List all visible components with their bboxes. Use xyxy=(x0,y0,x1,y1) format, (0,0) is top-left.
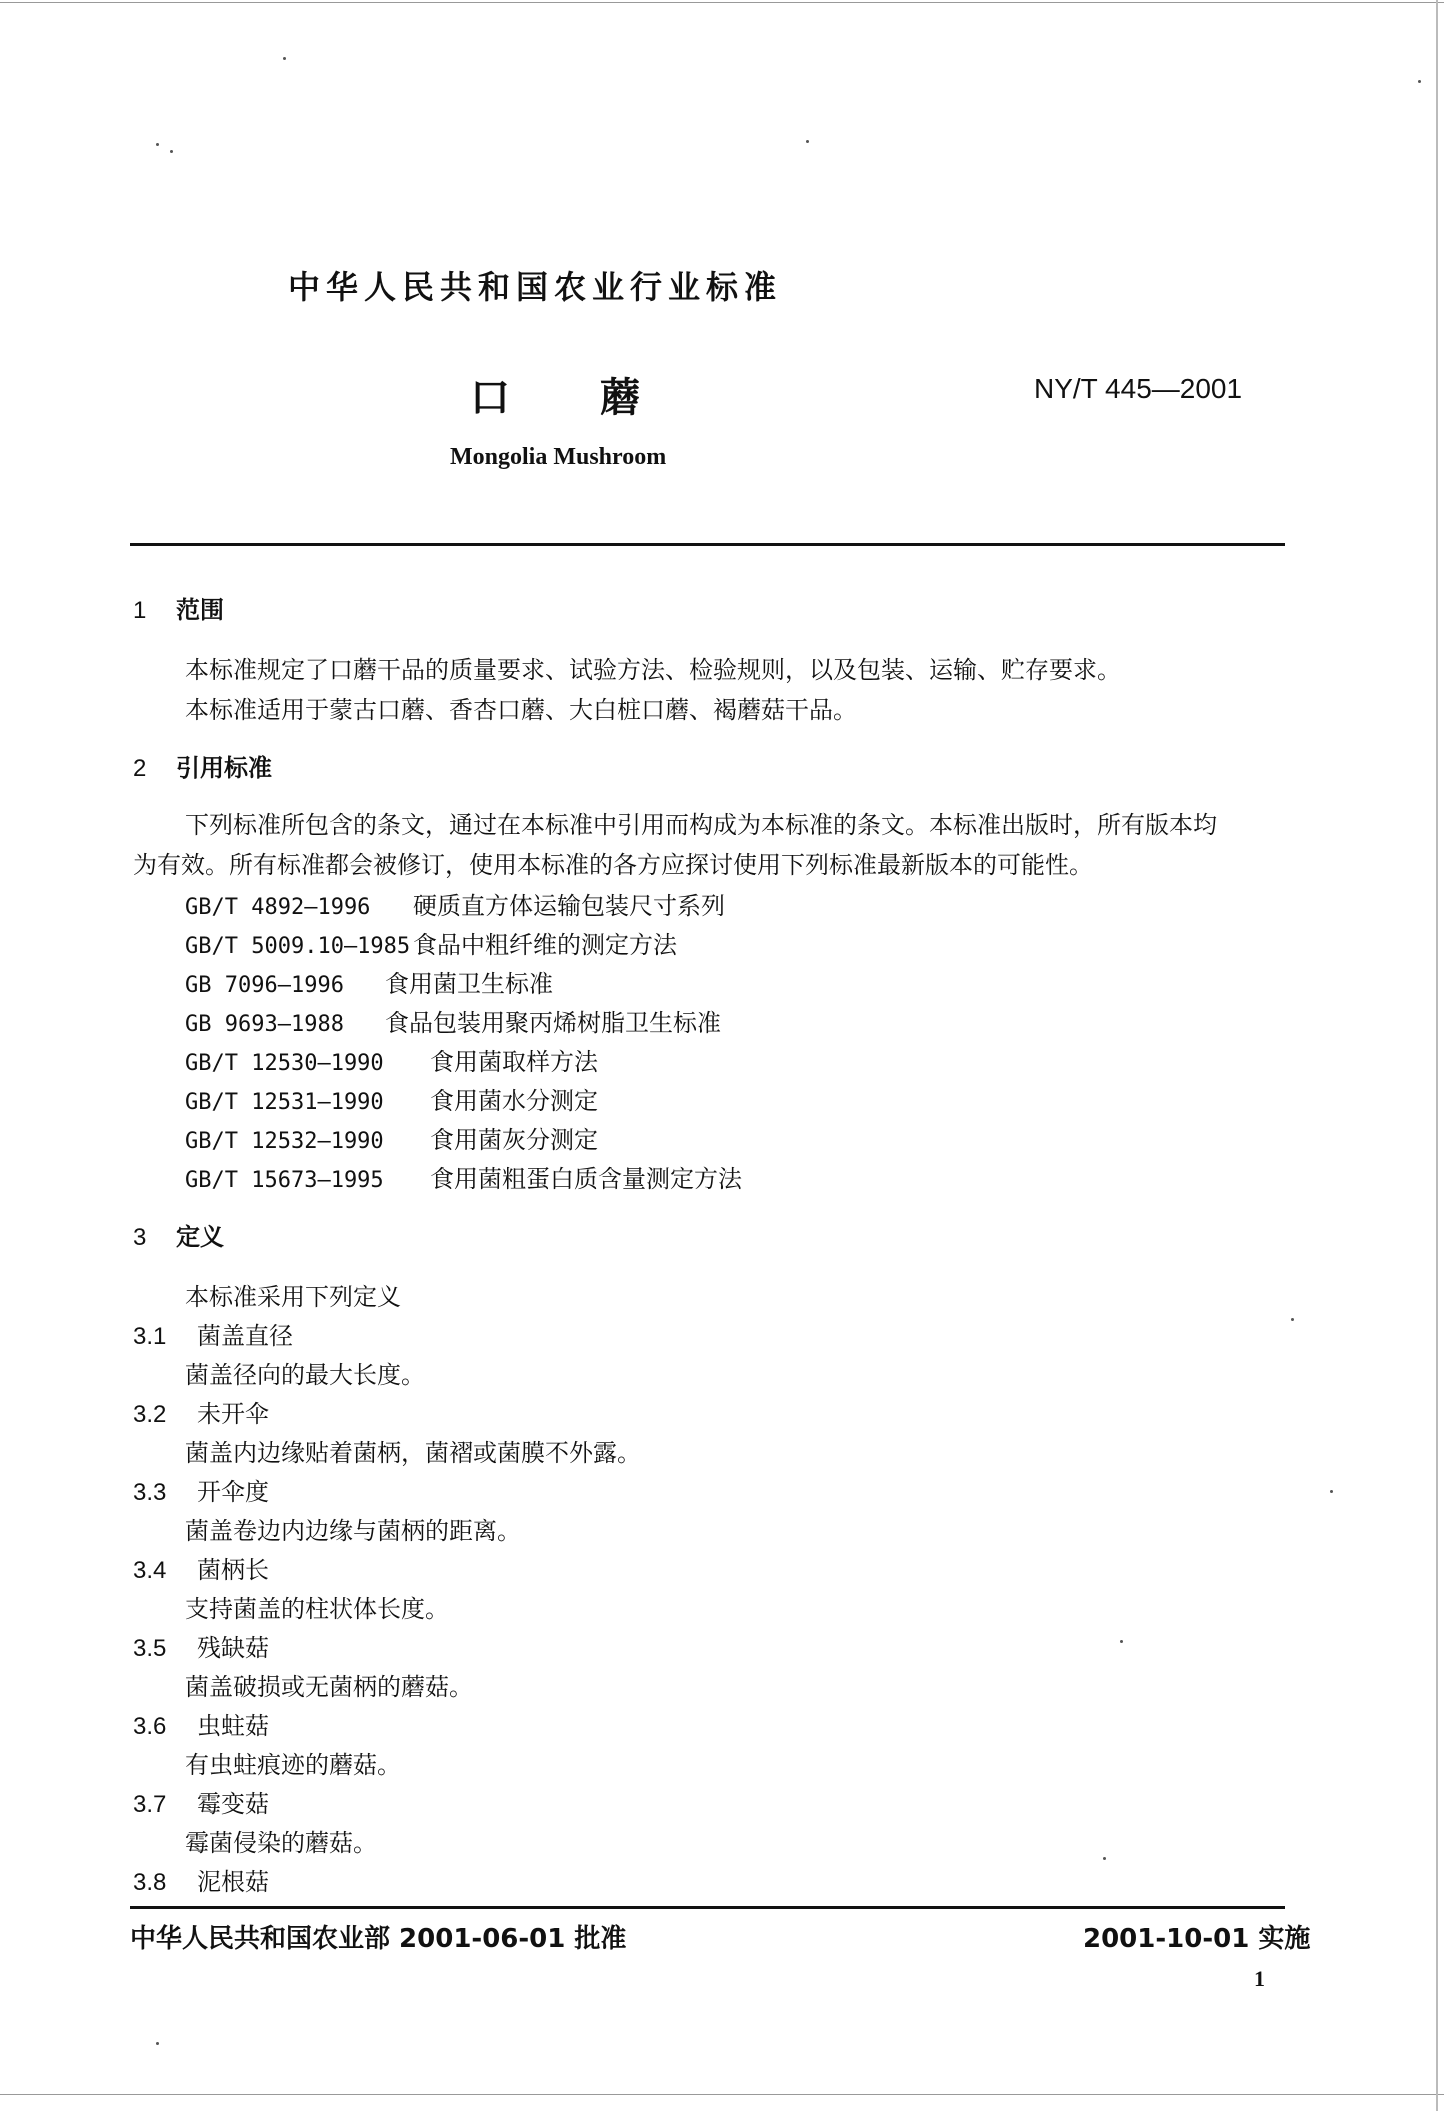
reference-item xyxy=(185,964,553,999)
definition-term-label: 开伞度 xyxy=(197,1478,269,1506)
section-heading-definitions xyxy=(133,1217,224,1252)
definition-text: 菌盖径向的最大长度。 xyxy=(185,1361,425,1389)
definitions-intro: 本标准采用下列定义 xyxy=(185,1283,401,1311)
reference-name: 食用菌卫生标准 xyxy=(385,970,553,998)
section-title: 引用标准 xyxy=(176,754,272,782)
scan-edge-line-right xyxy=(1436,0,1438,2111)
scope-paragraph-1: 本标准规定了口蘑干品的质量要求、试验方法、检验规则，以及包装、运输、贮存要求。 xyxy=(185,656,1121,684)
definition-text: 霉菌侵染的蘑菇。 xyxy=(185,1829,377,1857)
document-title: 口蘑 xyxy=(470,375,730,421)
section-heading-references xyxy=(133,748,272,783)
definition-number: 3.4 xyxy=(133,1557,167,1584)
definition-text: 有虫蛀痕迹的蘑菇。 xyxy=(185,1751,401,1779)
section-number: 1 xyxy=(133,597,147,624)
definition-term-label: 残缺菇 xyxy=(197,1634,269,1662)
reference-name: 食用菌取样方法 xyxy=(430,1048,598,1076)
section-title: 定义 xyxy=(176,1223,224,1251)
reference-name: 食品包装用聚丙烯树脂卫生标准 xyxy=(385,1009,721,1037)
reference-item xyxy=(185,925,677,960)
reference-item xyxy=(185,1081,598,1116)
reference-name: 食用菌水分测定 xyxy=(430,1087,598,1115)
effective-date-line: 2001-10-01 实施 xyxy=(1083,1924,1311,1954)
reference-item xyxy=(185,1042,598,1077)
reference-item xyxy=(185,1159,742,1194)
definition-number: 3.3 xyxy=(133,1479,167,1506)
definition-term-label: 菌柄长 xyxy=(197,1556,269,1584)
definition-term-label: 虫蛀菇 xyxy=(197,1712,269,1740)
definition-term xyxy=(133,1472,269,1507)
definition-text: 菌盖破损或无菌柄的蘑菇。 xyxy=(185,1673,473,1701)
reference-item xyxy=(185,1003,721,1038)
scope-paragraph-2: 本标准适用于蒙古口蘑、香杏口蘑、大白桩口蘑、褐蘑菇干品。 xyxy=(185,696,857,724)
reference-item xyxy=(185,886,725,921)
definition-term xyxy=(133,1316,293,1351)
document-title-english: Mongolia Mushroom xyxy=(450,444,667,470)
section-heading-scope xyxy=(133,590,224,625)
reference-item xyxy=(185,1120,598,1155)
scan-edge-line-top xyxy=(0,2,1444,3)
reference-code: GB/T 5009.10—1985 xyxy=(185,934,411,959)
definition-number: 3.8 xyxy=(133,1869,167,1896)
definition-term xyxy=(133,1628,269,1663)
scan-edge-line-bottom xyxy=(0,2094,1444,2095)
reference-name: 食用菌粗蛋白质含量测定方法 xyxy=(430,1165,742,1193)
definition-term xyxy=(133,1394,269,1429)
definition-number: 3.7 xyxy=(133,1791,167,1818)
reference-code: GB/T 4892—1996 xyxy=(185,895,371,920)
definition-term-label: 未开伞 xyxy=(197,1400,269,1428)
definition-term xyxy=(133,1706,269,1741)
definition-number: 3.1 xyxy=(133,1323,167,1350)
definition-number: 3.6 xyxy=(133,1713,167,1740)
footer-divider xyxy=(130,1906,1285,1909)
standard-category-title: 中华人民共和国农业行业标准 xyxy=(288,268,783,306)
definition-term-label: 菌盖直径 xyxy=(197,1322,293,1350)
definition-term-label: 泥根菇 xyxy=(197,1868,269,1896)
section-number: 2 xyxy=(133,755,147,782)
definition-number: 3.2 xyxy=(133,1401,167,1428)
definition-number: 3.5 xyxy=(133,1635,167,1662)
reference-code: GB/T 15673—1995 xyxy=(185,1168,384,1193)
references-paragraph-1: 下列标准所包含的条文，通过在本标准中引用而构成为本标准的条文。本标准出版时，所有版本均 xyxy=(185,811,1217,839)
section-title: 范围 xyxy=(176,596,224,624)
definition-term xyxy=(133,1550,269,1585)
reference-name: 食品中粗纤维的测定方法 xyxy=(413,931,677,959)
reference-name: 硬质直方体运输包装尺寸系列 xyxy=(413,892,725,920)
standard-number: NY/T 445—2001 xyxy=(1034,373,1243,404)
definition-text: 支持菌盖的柱状体长度。 xyxy=(185,1595,449,1623)
definition-term-label: 霉变菇 xyxy=(197,1790,269,1818)
reference-code: GB 7096—1996 xyxy=(185,973,344,998)
page-number: 1 xyxy=(1254,1966,1265,1991)
definition-text: 菌盖卷边内边缘与菌柄的距离。 xyxy=(185,1517,521,1545)
approval-line: 中华人民共和国农业部 2001-06-01 批准 xyxy=(130,1924,627,1954)
reference-code: GB/T 12530—1990 xyxy=(185,1051,384,1076)
reference-code: GB/T 12531—1990 xyxy=(185,1090,384,1115)
definition-term xyxy=(133,1784,269,1819)
reference-code: GB 9693—1988 xyxy=(185,1012,344,1037)
references-paragraph-2: 为有效。所有标准都会被修订，使用本标准的各方应探讨使用下列标准最新版本的可能性。 xyxy=(133,851,1093,879)
reference-name: 食用菌灰分测定 xyxy=(430,1126,598,1154)
reference-code: GB/T 12532—1990 xyxy=(185,1129,384,1154)
definition-term xyxy=(133,1862,269,1897)
section-number: 3 xyxy=(133,1224,147,1251)
definition-text: 菌盖内边缘贴着菌柄，菌褶或菌膜不外露。 xyxy=(185,1439,641,1467)
header-divider xyxy=(130,543,1285,546)
